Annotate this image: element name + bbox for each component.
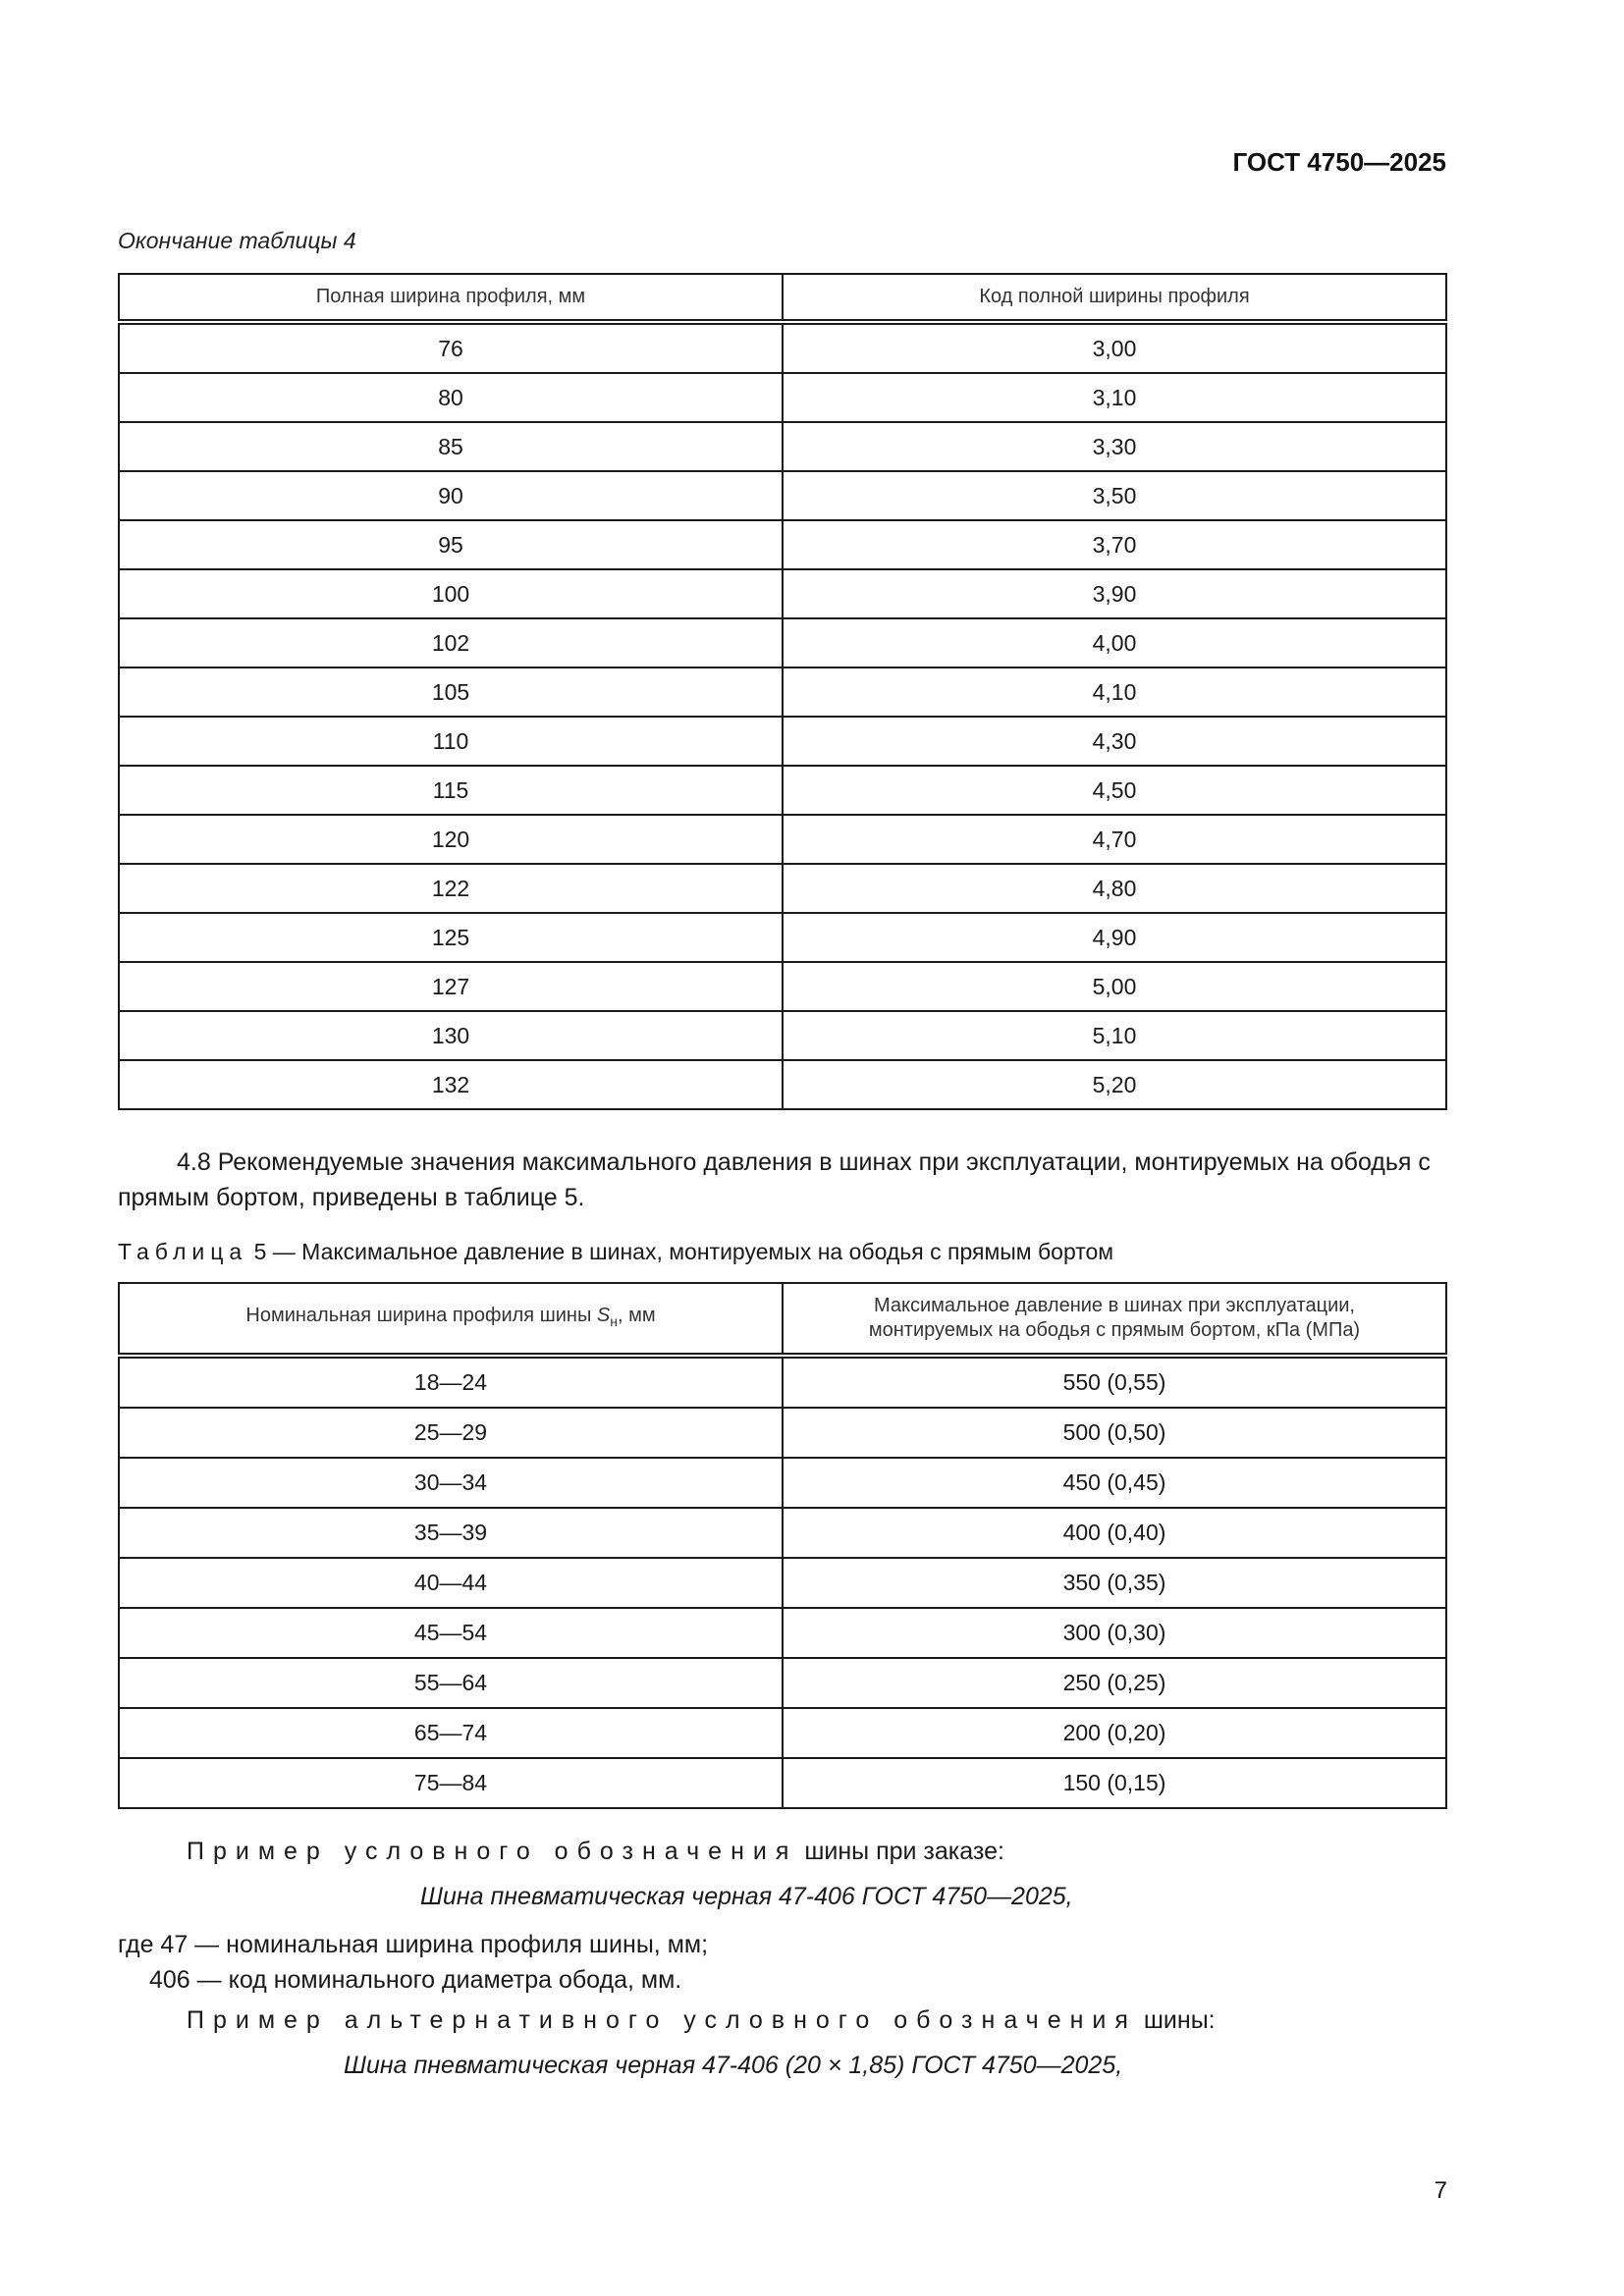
cell-width: 110 [119,717,783,766]
cell-code: 4,70 [783,815,1446,864]
example1-label-rest: шины при заказе: [797,1838,1004,1865]
cell-code: 4,00 [783,618,1446,667]
cell-code: 4,80 [783,864,1446,913]
cell-code: 4,90 [783,913,1446,962]
cell-width-range: 55—64 [119,1658,783,1708]
table5-col-pressure [783,1283,1446,1356]
table-row [119,717,1446,766]
cell-pressure: 200 (0,20) [783,1708,1446,1758]
table4-caption: Окончание таблицы 4 [118,228,356,253]
col-width-symbol: S [596,1304,611,1326]
cell-width: 80 [119,373,783,422]
cell-code: 5,20 [783,1060,1446,1109]
cell-width: 95 [119,520,783,569]
example2-label-rest: шины: [1136,2006,1216,2034]
table4 [118,273,1447,1110]
table-row [119,913,1446,962]
table-row [119,1508,1446,1558]
table-row [119,1608,1446,1658]
cell-width-range: 25—29 [119,1408,783,1458]
cell-code: 4,50 [783,766,1446,815]
where-47: где 47 — номинальная ширина профиля шины, мм; [118,1931,709,1958]
table-row [119,962,1446,1011]
example1-label [187,1838,1004,1866]
table-row [119,667,1446,717]
table4-col-code: Код полной ширины профиля [783,274,1446,322]
cell-width: 102 [119,618,783,667]
cell-pressure: 500 (0,50) [783,1408,1446,1458]
table-row [119,373,1446,422]
table-row [119,569,1446,618]
cell-code: 3,90 [783,569,1446,618]
table-row [119,471,1446,520]
cell-width: 120 [119,815,783,864]
cell-width: 76 [119,322,783,373]
table-row [119,1758,1446,1808]
cell-width: 125 [119,913,783,962]
table-row [119,864,1446,913]
example2-label [187,2006,1216,2035]
table-row [119,1060,1446,1109]
table-row [119,322,1446,373]
cell-width: 130 [119,1011,783,1060]
cell-width-range: 30—34 [119,1458,783,1508]
cell-width-range: 18—24 [119,1356,783,1408]
cell-width: 105 [119,667,783,717]
cell-code: 3,00 [783,322,1446,373]
table5-caption [118,1239,1113,1265]
cell-width-range: 40—44 [119,1558,783,1608]
cell-width: 127 [119,962,783,1011]
col-pressure-line2: монтируемых на ободья с прямым бортом, кПа (МПа) [868,1319,1361,1341]
cell-code: 3,70 [783,520,1446,569]
table-row [119,1011,1446,1060]
col-width-text: Номинальная ширина профиля шины [245,1304,597,1326]
cell-code: 5,10 [783,1011,1446,1060]
standard-header: ГОСТ 4750—2025 [1232,147,1446,177]
table-row [119,520,1446,569]
cell-pressure: 150 (0,15) [783,1758,1446,1808]
table5 [118,1282,1447,1809]
cell-pressure: 450 (0,45) [783,1458,1446,1508]
example1-designation: Шина пневматическая черная 47-406 ГОСТ 4750—2025, [420,1883,1073,1910]
example2-label-spaced: Пример альтернативного условного обозначения [187,2006,1137,2034]
cell-code: 3,30 [783,422,1446,471]
example2-designation: Шина пневматическая черная 47-406 (20 × 1,85) ГОСТ 4750—2025, [344,2052,1123,2079]
table4-header-row [119,274,1446,322]
cell-width-range: 65—74 [119,1708,783,1758]
where-406: 406 — код номинального диаметра обода, мм. [149,1966,682,1994]
col-pressure-line1: Максимальное давление в шинах при эксплуатации, [874,1295,1355,1316]
paragraph-4-8: 4.8 Рекомендуемые значения максимального давления в шинах при эксплуатации, монтируемых на ободья с прямым бортом, приведены в таблице 5. [118,1148,1431,1211]
example1-label-spaced: Пример условного обозначения [187,1838,798,1865]
cell-code: 4,30 [783,717,1446,766]
table-row [119,1408,1446,1458]
table5-header-row [119,1283,1446,1356]
table-row [119,1658,1446,1708]
cell-width: 100 [119,569,783,618]
table4-col-width: Полная ширина профиля, мм [119,274,783,322]
col-width-subscript: н [610,1312,618,1329]
cell-width-range: 45—54 [119,1608,783,1658]
table-row [119,1708,1446,1758]
cell-width: 90 [119,471,783,520]
table-row [119,618,1446,667]
table5-caption-label: Таблица [118,1239,248,1264]
cell-code: 4,10 [783,667,1446,717]
page-number: 7 [1434,2177,1447,2204]
table-row [119,1458,1446,1508]
table5-caption-text: 5 — Максимальное давление в шинах, монтируемых на ободья с прямым бортом [253,1239,1114,1264]
cell-width: 85 [119,422,783,471]
cell-width: 122 [119,864,783,913]
cell-width: 132 [119,1060,783,1109]
cell-width-range: 75—84 [119,1758,783,1808]
table-row [119,422,1446,471]
cell-pressure: 550 (0,55) [783,1356,1446,1408]
cell-pressure: 250 (0,25) [783,1658,1446,1708]
table-row [119,1356,1446,1408]
cell-pressure: 300 (0,30) [783,1608,1446,1658]
cell-pressure: 400 (0,40) [783,1508,1446,1558]
cell-width-range: 35—39 [119,1508,783,1558]
table-row [119,1558,1446,1608]
table5-col-width [119,1283,783,1356]
cell-pressure: 350 (0,35) [783,1558,1446,1608]
cell-code: 3,50 [783,471,1446,520]
col-width-unit: , мм [617,1304,656,1326]
table-row [119,815,1446,864]
cell-code: 3,10 [783,373,1446,422]
table-row [119,766,1446,815]
cell-width: 115 [119,766,783,815]
cell-code: 5,00 [783,962,1446,1011]
